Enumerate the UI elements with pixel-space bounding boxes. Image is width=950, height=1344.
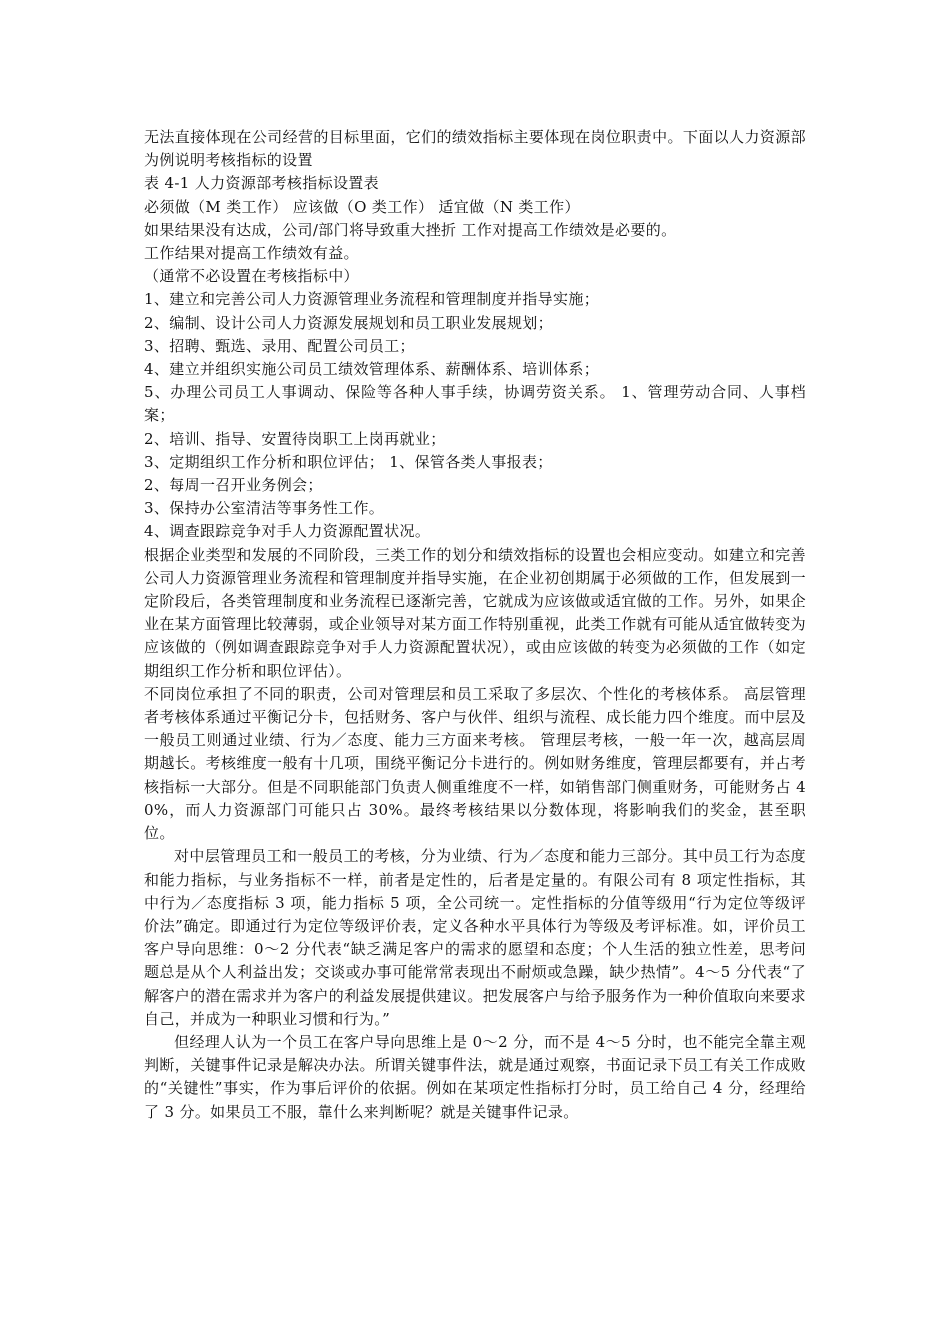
body-paragraph: 不同岗位承担了不同的职责，公司对管理层和员工采取了多层次、个性化的考核体系。 高层管理者考核体系通过平衡记分卡，包括财务、客户与伙伴、组织与流程、成长能力四个维度。而中层及一般员工则通过业绩、行为／态度、能力三方面来考核。 管理层考核，一般一年一次，越高层周期越长。考核维度一般有十几项，围绕平衡记分卡进行的。例如财务维度，管理层都要有，并占考核指标一大部分。但是不同职能部门负责人侧重维度不一样，如销售部门侧重财务，可能财务占 40%，而人力资源部门可能只占 30%。最终考核结果以分数体现，将影响我们的奖金，甚至职位。 (144, 684, 806, 843)
document-body (144, 126, 806, 1124)
list-item: 3、定期组织工作分析和职位评估； 1、保管各类人事报表； (144, 452, 553, 471)
body-paragraph: 对中层管理员工和一般员工的考核，分为业绩、行为／态度和能力三部分。其中员工行为态度和能力指标，与业务指标不一样，前者是定性的，后者是定量的。有限公司有 8 项定性指标，其中行为／态度指标 3 项，能力指标 5 项，全公司统一。定性指标的分值等级用“行为定位等级评价法”确定。即通过行为定位等级评价表，定义各种水平具体行为等级及考评标准。如，评价员工客户导向思维：0～2 分代表“缺乏满足客户的需求的愿望和态度；个人生活的独立性差，思考问题总是从个人利益出发；交谈或办事可能常常表现出不耐烦或急躁，缺少热情”。4～5 分代表“了解客户的潜在需求并为客户的利益发展提供建议。把发展客户与给予服务作为一种价值取向来要求自己，并成为一种职业习惯和行为。” (144, 847, 806, 1028)
table-header-row: 必须做（M 类工作） 应该做（O 类工作） 适宜做（N 类工作） (144, 197, 580, 216)
table-note: （通常不必设置在考核指标中） (144, 267, 359, 286)
list-item: 2、编制、设计公司人力资源发展规划和员工职业发展规划； (144, 313, 553, 332)
table-description-row: 工作结果对提高工作绩效有益。 (144, 244, 359, 263)
list-item: 1、建立和完善公司人力资源管理业务流程和管理制度并指导实施； (144, 290, 600, 309)
paragraph-intro: 无法直接体现在公司经营的目标里面，它们的绩效指标主要体现在岗位职责中。下面以人力资源部为例说明考核指标的设置 (144, 128, 806, 170)
list-item: 5、办理公司员工人事调动、保险等各种人事手续，协调劳资关系。 1、管理劳动合同、人事档案； (144, 383, 806, 425)
list-item: 2、培训、指导、安置待岗职工上岗再就业； (144, 429, 446, 448)
body-paragraph: 根据企业类型和发展的不同阶段，三类工作的划分和绩效指标的设置也会相应变动。如建立和完善公司人力资源管理业务流程和管理制度并指导实施，在企业初创期属于必须做的工作，但发展到一定阶段后，各类管理制度和业务流程已逐渐完善，它就成为应该做或适宜做的工作。另外，如果企业在某方面管理比较薄弱，或企业领导对某方面工作特别重视，此类工作就有可能从适宜做转变为应该做的（例如调查跟踪竞争对手人力资源配置状况），或由应该做的转变为必须做的工作（如定期组织工作分析和职位评估）。 (144, 545, 806, 680)
table-description-row: 如果结果没有达成，公司/部门将导致重大挫折 工作对提高工作绩效是必要的。 (144, 220, 677, 239)
list-item: 4、建立并组织实施公司员工绩效管理体系、薪酬体系、培训体系； (144, 360, 600, 379)
list-item: 4、调查跟踪竞争对手人力资源配置状况。 (144, 522, 431, 541)
list-item: 2、每周一召开业务例会； (144, 476, 323, 495)
body-paragraph: 但经理人认为一个员工在客户导向思维上是 0～2 分，而不是 4～5 分时，也不能完全靠主观判断，关键事件记录是解决办法。所谓关键事件法，就是通过观察，书面记录下员工有关工作成败的“关键性”事实，作为事后评价的依据。例如在某项定性指标打分时，员工给自己 4 分，经理给了 3 分。如果员工不服，靠什么来判断呢？就是关键事件记录。 (144, 1032, 806, 1121)
table-caption: 表 4-1 人力资源部考核指标设置表 (144, 174, 379, 193)
list-item: 3、保持办公室清洁等事务性工作。 (144, 499, 385, 518)
list-item: 3、招聘、甄选、录用、配置公司员工； (144, 336, 415, 355)
